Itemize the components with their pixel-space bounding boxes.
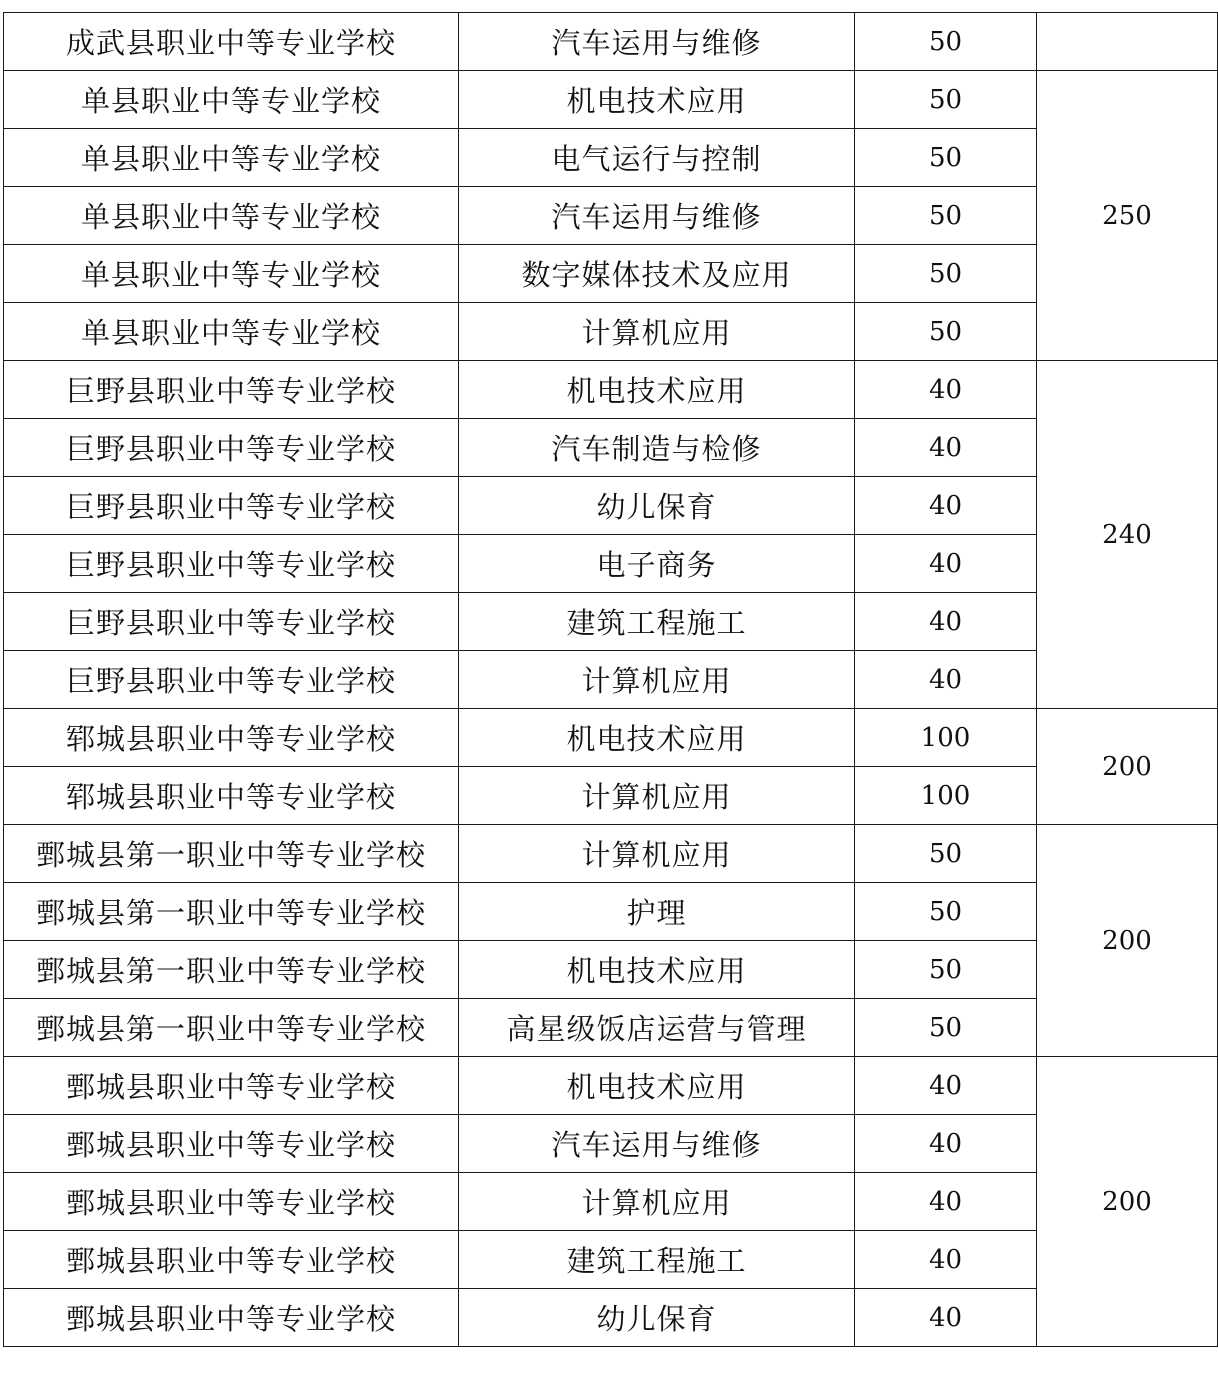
table-row — [4, 1173, 1218, 1231]
table-row — [4, 999, 1218, 1057]
table-row — [4, 361, 1218, 419]
quota-cell: 40 — [855, 1115, 1037, 1173]
quota-cell: 50 — [855, 883, 1037, 941]
table-row — [4, 825, 1218, 883]
school-cell: 鄄城县职业中等专业学校 — [4, 1057, 459, 1115]
major-cell: 护理 — [459, 883, 855, 941]
school-cell: 成武县职业中等专业学校 — [4, 13, 459, 71]
major-cell: 建筑工程施工 — [459, 593, 855, 651]
major-cell: 计算机应用 — [459, 303, 855, 361]
school-cell: 鄄城县第一职业中等专业学校 — [4, 999, 459, 1057]
major-cell: 幼儿保育 — [459, 1289, 855, 1347]
table-row — [4, 709, 1218, 767]
major-cell: 计算机应用 — [459, 651, 855, 709]
enrollment-table — [3, 12, 1218, 1347]
quota-cell: 50 — [855, 303, 1037, 361]
table-row — [4, 71, 1218, 129]
table-row — [4, 245, 1218, 303]
quota-cell: 50 — [855, 825, 1037, 883]
major-cell: 计算机应用 — [459, 825, 855, 883]
quota-cell: 40 — [855, 535, 1037, 593]
table-row — [4, 477, 1218, 535]
quota-cell: 40 — [855, 1289, 1037, 1347]
major-cell: 建筑工程施工 — [459, 1231, 855, 1289]
quota-cell: 40 — [855, 419, 1037, 477]
school-cell: 单县职业中等专业学校 — [4, 71, 459, 129]
school-cell: 巨野县职业中等专业学校 — [4, 477, 459, 535]
table-row — [4, 651, 1218, 709]
school-total-cell: 200 — [1037, 709, 1218, 825]
quota-cell: 50 — [855, 999, 1037, 1057]
major-cell: 高星级饭店运营与管理 — [459, 999, 855, 1057]
school-cell: 鄄城县第一职业中等专业学校 — [4, 941, 459, 999]
major-cell: 计算机应用 — [459, 767, 855, 825]
quota-cell: 40 — [855, 593, 1037, 651]
school-cell: 鄄城县职业中等专业学校 — [4, 1289, 459, 1347]
major-cell: 机电技术应用 — [459, 71, 855, 129]
school-cell: 郓城县职业中等专业学校 — [4, 709, 459, 767]
quota-cell: 40 — [855, 1173, 1037, 1231]
quota-cell: 100 — [855, 709, 1037, 767]
school-cell: 巨野县职业中等专业学校 — [4, 361, 459, 419]
table-row — [4, 13, 1218, 71]
table-row — [4, 1231, 1218, 1289]
table-row — [4, 303, 1218, 361]
major-cell: 电子商务 — [459, 535, 855, 593]
major-cell: 机电技术应用 — [459, 361, 855, 419]
quota-cell: 40 — [855, 1231, 1037, 1289]
school-total-cell: 200 — [1037, 825, 1218, 1057]
school-cell: 鄄城县职业中等专业学校 — [4, 1115, 459, 1173]
major-cell: 电气运行与控制 — [459, 129, 855, 187]
quota-cell: 40 — [855, 651, 1037, 709]
school-cell: 鄄城县第一职业中等专业学校 — [4, 825, 459, 883]
major-cell: 汽车运用与维修 — [459, 13, 855, 71]
school-cell: 单县职业中等专业学校 — [4, 129, 459, 187]
school-total-cell — [1037, 13, 1218, 71]
quota-cell: 40 — [855, 477, 1037, 535]
major-cell: 机电技术应用 — [459, 1057, 855, 1115]
quota-cell: 50 — [855, 71, 1037, 129]
school-total-cell: 240 — [1037, 361, 1218, 709]
quota-cell: 50 — [855, 129, 1037, 187]
table-row — [4, 883, 1218, 941]
table-row — [4, 187, 1218, 245]
quota-cell: 40 — [855, 361, 1037, 419]
quota-cell: 50 — [855, 941, 1037, 999]
school-cell: 巨野县职业中等专业学校 — [4, 593, 459, 651]
school-cell: 单县职业中等专业学校 — [4, 245, 459, 303]
quota-cell: 50 — [855, 187, 1037, 245]
school-cell: 巨野县职业中等专业学校 — [4, 419, 459, 477]
table-row — [4, 593, 1218, 651]
quota-cell: 50 — [855, 245, 1037, 303]
school-total-cell: 200 — [1037, 1057, 1218, 1347]
table-row — [4, 941, 1218, 999]
major-cell: 汽车运用与维修 — [459, 187, 855, 245]
table-row — [4, 767, 1218, 825]
school-cell: 鄄城县职业中等专业学校 — [4, 1231, 459, 1289]
quota-cell: 100 — [855, 767, 1037, 825]
major-cell: 计算机应用 — [459, 1173, 855, 1231]
major-cell: 机电技术应用 — [459, 709, 855, 767]
school-cell: 巨野县职业中等专业学校 — [4, 535, 459, 593]
major-cell: 机电技术应用 — [459, 941, 855, 999]
major-cell: 幼儿保育 — [459, 477, 855, 535]
table-row — [4, 1289, 1218, 1347]
table-row — [4, 535, 1218, 593]
school-cell: 鄄城县第一职业中等专业学校 — [4, 883, 459, 941]
table-row — [4, 419, 1218, 477]
major-cell: 汽车制造与检修 — [459, 419, 855, 477]
quota-cell: 50 — [855, 13, 1037, 71]
school-cell: 单县职业中等专业学校 — [4, 187, 459, 245]
quota-cell: 40 — [855, 1057, 1037, 1115]
school-cell: 单县职业中等专业学校 — [4, 303, 459, 361]
school-cell: 巨野县职业中等专业学校 — [4, 651, 459, 709]
major-cell: 数字媒体技术及应用 — [459, 245, 855, 303]
school-total-cell: 250 — [1037, 71, 1218, 361]
school-cell: 郓城县职业中等专业学校 — [4, 767, 459, 825]
table-row — [4, 1115, 1218, 1173]
major-cell: 汽车运用与维修 — [459, 1115, 855, 1173]
table-row — [4, 129, 1218, 187]
school-cell: 鄄城县职业中等专业学校 — [4, 1173, 459, 1231]
table-row — [4, 1057, 1218, 1115]
